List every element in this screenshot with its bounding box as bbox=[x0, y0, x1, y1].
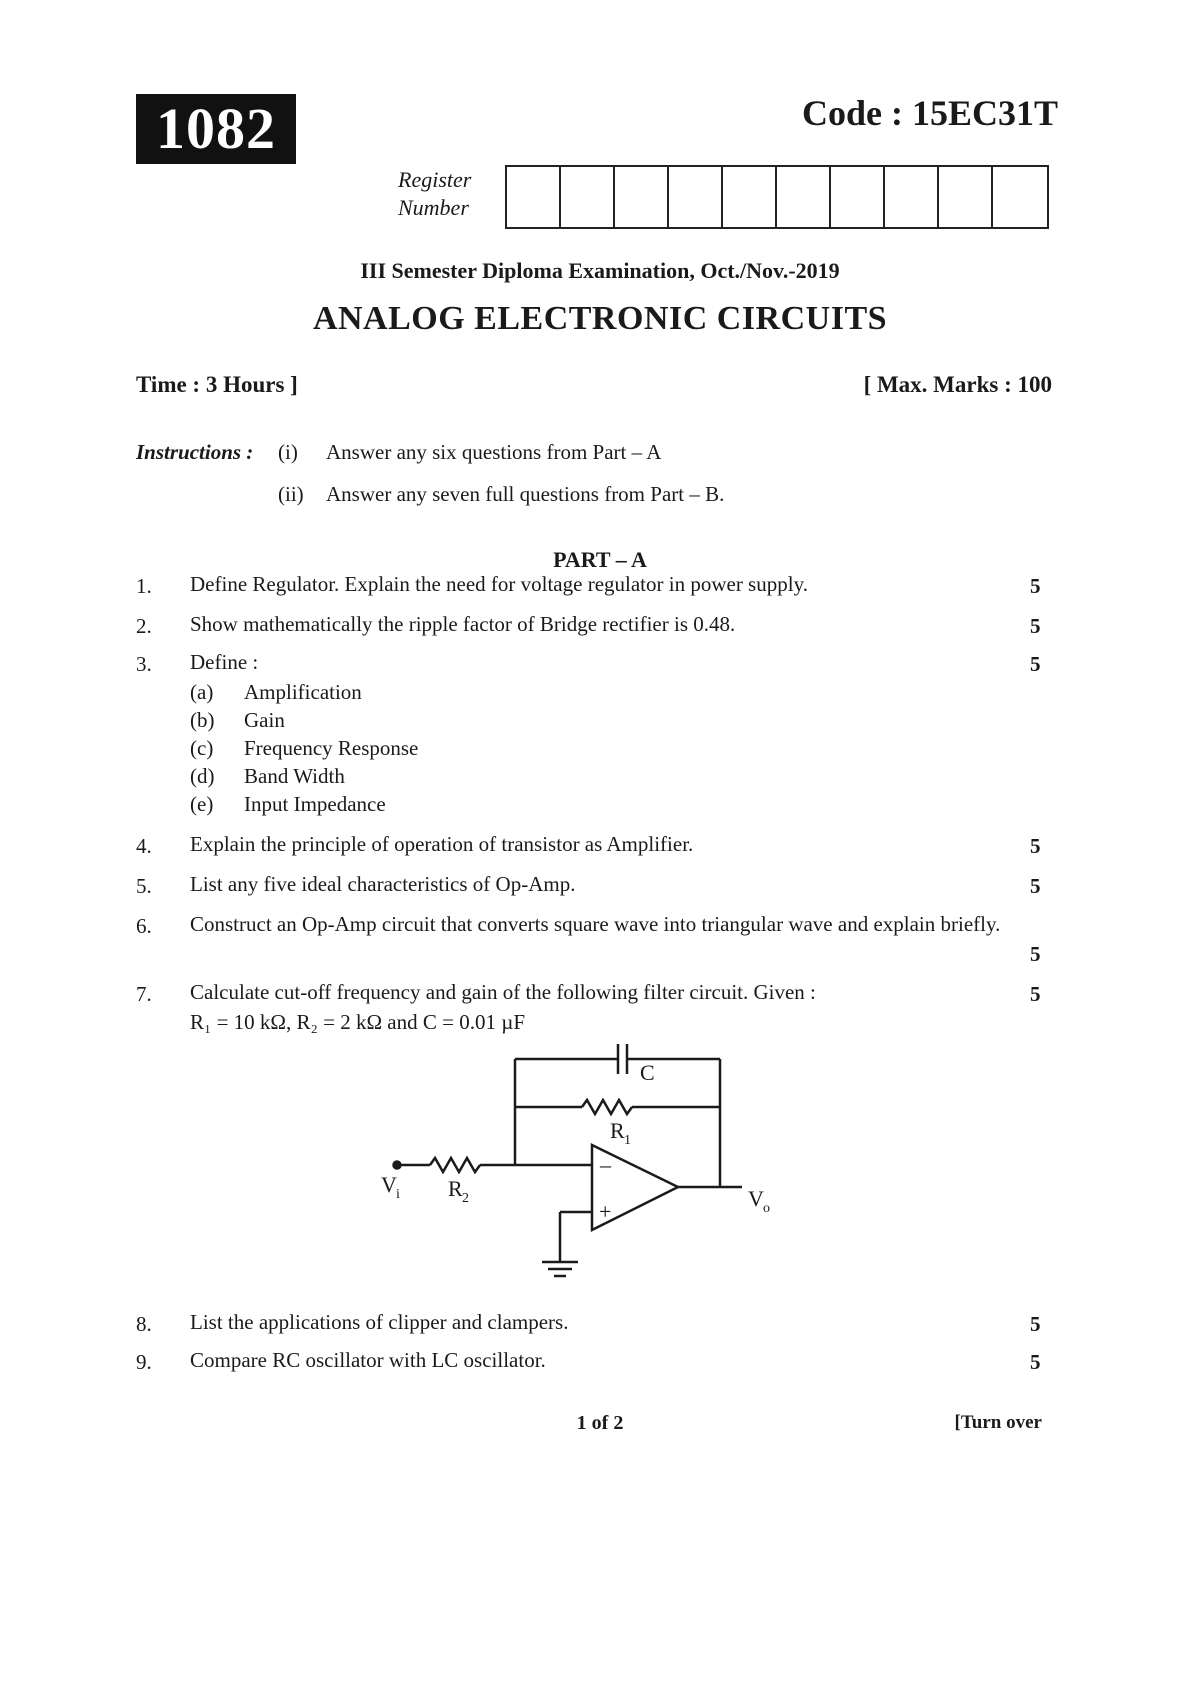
question-text: Show mathematically the ripple factor of Bridge rectifier is 0.48. bbox=[190, 612, 736, 636]
question-text: Calculate cut-off frequency and gain of the following filter circuit. Given : bbox=[190, 980, 816, 1004]
vout-label: V bbox=[748, 1186, 764, 1211]
subitem-label: (a) bbox=[190, 680, 214, 704]
question-marks: 5 bbox=[1030, 614, 1041, 638]
instruction-number: (i) bbox=[278, 440, 298, 464]
r1-label: R bbox=[610, 1118, 625, 1143]
instructions-label: Instructions : bbox=[136, 440, 254, 464]
instruction-number: (ii) bbox=[278, 482, 304, 506]
question-marks: 5 bbox=[1030, 982, 1041, 1006]
question-number: 1. bbox=[136, 574, 152, 598]
question-number: 5. bbox=[136, 874, 152, 898]
question-marks: 5 bbox=[1030, 652, 1041, 676]
question-number: 4. bbox=[136, 834, 152, 858]
question-number: 8. bbox=[136, 1312, 152, 1336]
subitem-label: (d) bbox=[190, 764, 215, 788]
max-marks: [ Max. Marks : 100 bbox=[863, 372, 1052, 397]
r2-subscript: 2 bbox=[462, 1191, 469, 1206]
question-number: 7. bbox=[136, 982, 152, 1006]
noninverting-sign: + bbox=[599, 1199, 612, 1224]
question-number: 3. bbox=[136, 652, 152, 676]
inverting-sign: – bbox=[600, 1152, 611, 1177]
subject-code: Code : 15EC31T bbox=[801, 93, 1058, 133]
resistor-r1-zigzag bbox=[582, 1100, 632, 1114]
question-text: Explain the principle of operation of transistor as Amplifier. bbox=[190, 832, 694, 856]
question-marks: 5 bbox=[1030, 1312, 1041, 1336]
question-number: 2. bbox=[136, 614, 152, 638]
question-text: Define : bbox=[190, 650, 259, 674]
subitem-label: (c) bbox=[190, 736, 214, 760]
subitem-label: (b) bbox=[190, 708, 215, 732]
r2-label: R bbox=[448, 1176, 463, 1201]
question-number: 6. bbox=[136, 914, 152, 938]
vin-label: V bbox=[381, 1172, 397, 1197]
register-number-label: Register Number bbox=[398, 167, 472, 220]
subject-title: ANALOG ELECTRONIC CIRCUITS bbox=[312, 300, 888, 337]
subitem-text: Band Width bbox=[244, 764, 345, 788]
question-marks: 5 bbox=[1030, 874, 1041, 898]
question-number: 9. bbox=[136, 1350, 152, 1374]
question-marks: 5 bbox=[1030, 942, 1041, 966]
page-number: 1 of 2 bbox=[576, 1412, 624, 1434]
subitem-text: Amplification bbox=[244, 680, 362, 704]
resistor-r2-zigzag bbox=[430, 1158, 480, 1172]
question-marks: 5 bbox=[1030, 1350, 1041, 1374]
r1-subscript: 1 bbox=[624, 1133, 631, 1148]
paper-number-badge: 1082 bbox=[136, 94, 296, 164]
question-text: Construct an Op-Amp circuit that converts square wave into triangular wave and explain briefly. bbox=[190, 912, 1001, 936]
instruction-text: Answer any six questions from Part – A bbox=[326, 440, 662, 464]
exam-title: III Semester Diploma Examination, Oct./Nov.-2019 bbox=[360, 258, 840, 283]
capacitor-label: C bbox=[640, 1060, 655, 1085]
input-terminal bbox=[394, 1162, 401, 1169]
subitem-text: Gain bbox=[244, 708, 285, 732]
question-marks: 5 bbox=[1030, 834, 1041, 858]
turn-over-note: [Turn over bbox=[954, 1412, 1042, 1433]
part-a-heading: PART – A bbox=[553, 547, 647, 572]
vin-subscript: i bbox=[396, 1187, 400, 1202]
subitem-text: Input Impedance bbox=[244, 792, 386, 816]
question-text: Compare RC oscillator with LC oscillator. bbox=[190, 1348, 546, 1372]
question-marks: 5 bbox=[1030, 574, 1041, 598]
vout-subscript: o bbox=[763, 1201, 770, 1216]
question-given-values: R₁ = 10 kΩ, R₂ = 2 kΩ and C = 0.01 µF bbox=[190, 1010, 526, 1034]
question-text: Define Regulator. Explain the need for voltage regulator in power supply. bbox=[190, 572, 808, 596]
question-text: List any five ideal characteristics of Op-Amp. bbox=[190, 872, 576, 896]
question-text: List the applications of clipper and clampers. bbox=[190, 1310, 569, 1334]
time-allowed: Time : 3 Hours ] bbox=[136, 372, 298, 397]
subitem-text: Frequency Response bbox=[244, 736, 419, 760]
subitem-label: (e) bbox=[190, 792, 214, 816]
instruction-text: Answer any seven full questions from Part – B. bbox=[326, 482, 725, 506]
